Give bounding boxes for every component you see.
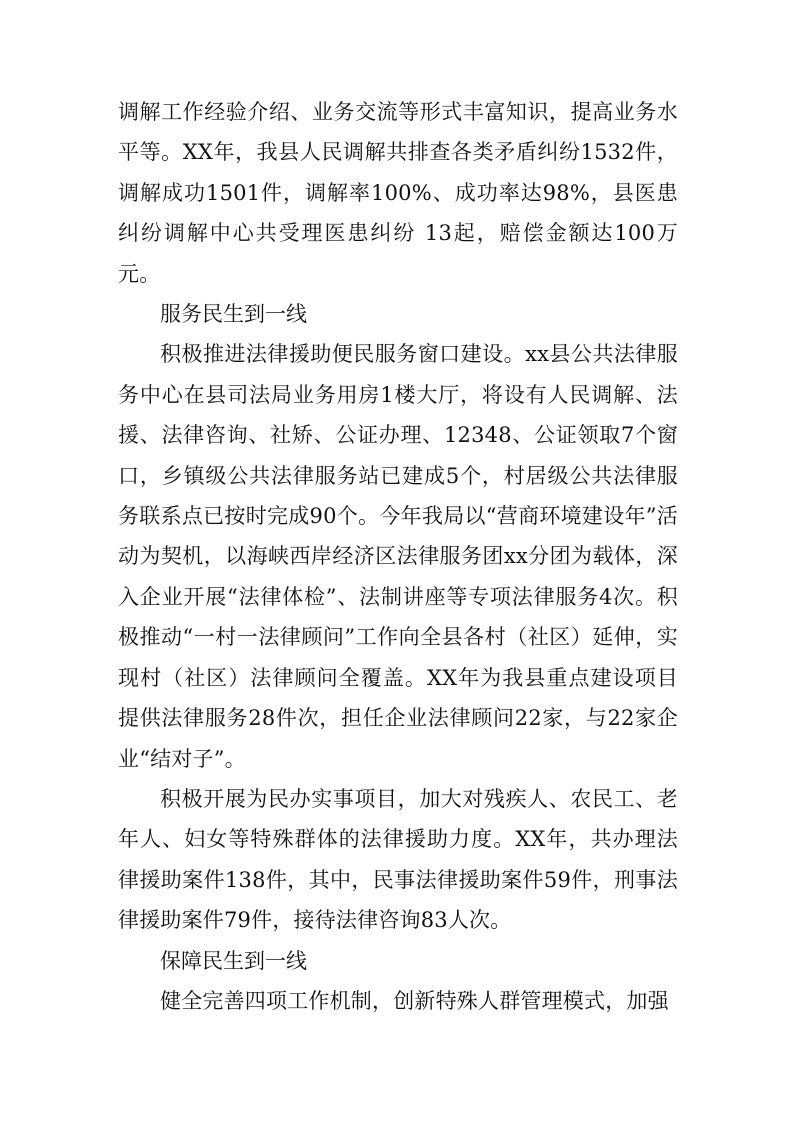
paragraph-special-population: 健全完善四项工作机制，创新特殊人群管理模式，加强 bbox=[160, 988, 669, 1013]
section-heading-serve-livelihood: 服务民生到一线 bbox=[160, 302, 307, 327]
section-heading-protect-livelihood: 保障民生到一线 bbox=[160, 948, 307, 973]
paragraph-legal-aid-projects: 积极开展为民办实事项目，加大对残疾人、农民工、老年人、妇女等特殊群体的法律援助力度。XX年，共办理法律援助案件138件，其中，民事法律援助案件59件，刑事法律援助案件79件，接待法律咨询83人次。 bbox=[118, 786, 678, 933]
paragraph-legal-aid-window: 积极推进法律援助便民服务窗口建设。xx县公共法律服务中心在县司法局业务用房1楼大厅，将设有人民调解、法援、法律咨询、社矫、公证办理、12348、公证领取7个窗口，乡镇级公共法律服务站已建成5个，村居级公共法律服务联系点已按时完成90个。今年我局以“营商环境建设年”活动为契机，以海峡西岸经济区法律服务团xx分团为载体，深入企业开展“法律体检”、法制讲座等专项法律服务4次。积极推动“一村一法律顾问”工作向全县各村（社区）延伸，实现村（社区）法律顾问全覆盖。XX年为我县重点建设项目提供法律服务28件次，担任企业法律顾问22家，与22家企业“结对子”。 bbox=[118, 342, 678, 771]
paragraph-mediation-summary: 调解工作经验介绍、业务交流等形式丰富知识，提高业务水平等。XX年，我县人民调解共排查各类矛盾纠纷1532件，调解成功1501件，调解率100%、成功率达98%，县医患纠纷调解中心共受理医患纠纷 13起，赔偿金额达100万元。 bbox=[118, 100, 678, 286]
document-body bbox=[118, 92, 678, 1021]
